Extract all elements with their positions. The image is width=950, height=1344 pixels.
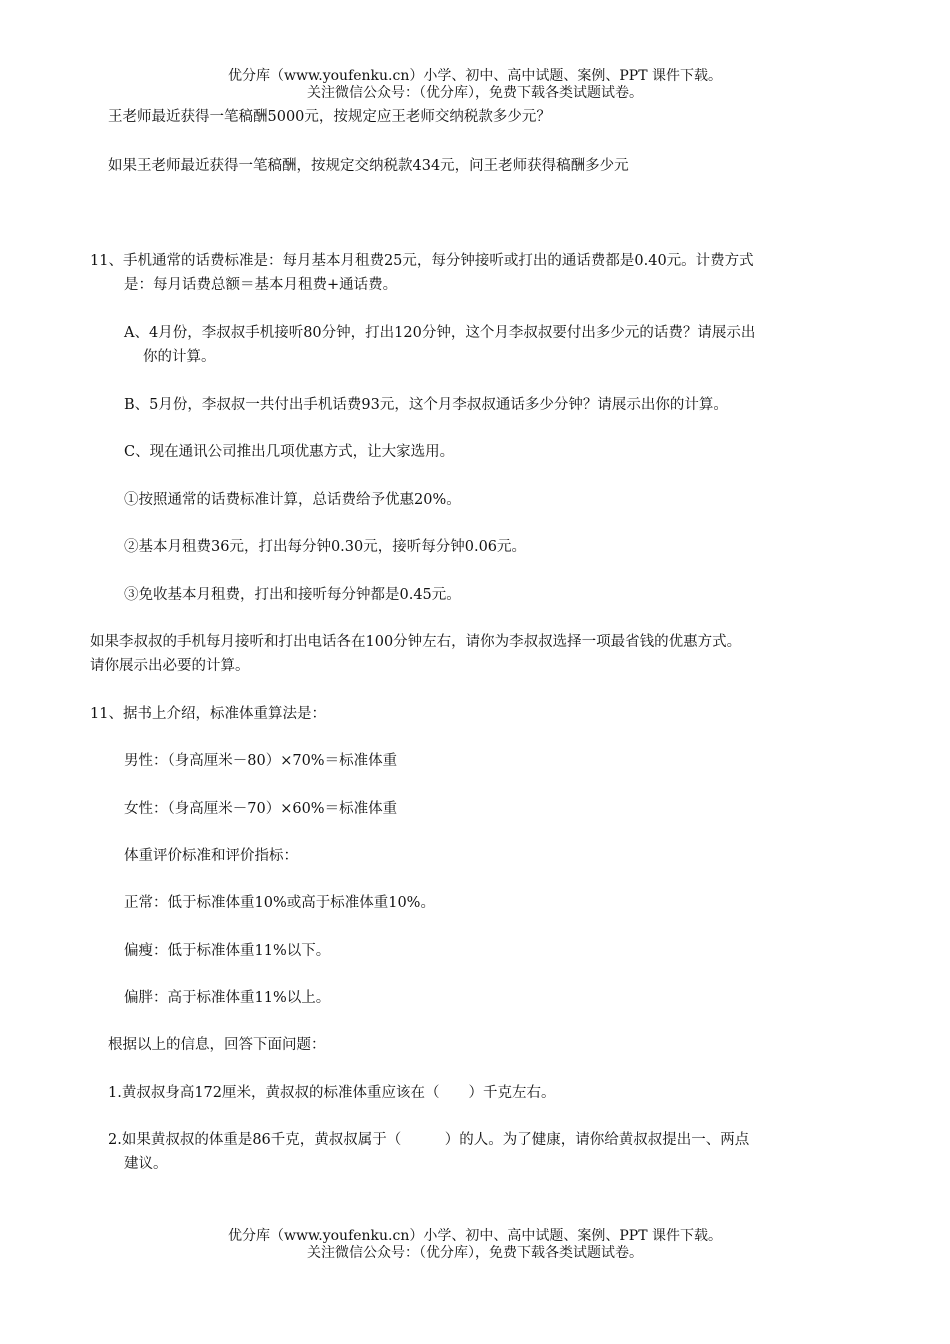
phone-ask-line-2: 请你展示出必要的计算。 bbox=[90, 658, 250, 674]
weight-criteria-normal: 正常：低于标准体重10%或高于标准体重10%。 bbox=[124, 895, 435, 911]
tax-question-1: 王老师最近获得一笔稿酬5000元，按规定应王老师交纳税款多少元？ bbox=[108, 109, 551, 125]
phone-question-a-line-1: A、4月份，李叔叔手机接听80分钟，打出120分钟，这个月李叔叔要付出多少元的话费？请展示出 bbox=[124, 325, 756, 341]
discount-option-2: ②基本月租费36元，打出每分钟0.30元，接听每分钟0.06元。 bbox=[124, 539, 527, 555]
weight-intro: 11、据书上介绍，标准体重算法是： bbox=[90, 706, 326, 722]
header-line-2: 关注微信公众号：（优分库），免费下载各类试题试卷。 bbox=[307, 85, 643, 101]
discount-option-3: ③免收基本月租费，打出和接听每分钟都是0.45元。 bbox=[124, 587, 461, 603]
weight-question-2-line-2: 建议。 bbox=[124, 1156, 168, 1172]
header-line-1: 优分库（www.youfenku.cn）小学、初中、高中试题、案例、PPT 课件下载。 bbox=[227, 68, 722, 84]
weight-formula-female: 女性：（身高厘米－70）×60%＝标准体重 bbox=[124, 801, 398, 817]
tax-question-2: 如果王老师最近获得一笔稿酬，按规定交纳税款434元，问王老师获得稿酬多少元 bbox=[108, 158, 629, 174]
discount-option-1: ①按照通常的话费标准计算，总话费给予优惠20%。 bbox=[124, 492, 461, 508]
weight-question-1: 1.黄叔叔身高172厘米，黄叔叔的标准体重应该在（ ）千克左右。 bbox=[108, 1085, 556, 1101]
weight-criteria-thin: 偏瘦：低于标准体重11%以下。 bbox=[124, 943, 331, 959]
phone-question-c: C、现在通讯公司推出几项优惠方式，让大家选用。 bbox=[124, 444, 455, 460]
weight-criteria-fat: 偏胖：高于标准体重11%以上。 bbox=[124, 990, 331, 1006]
footer-line-2: 关注微信公众号：（优分库），免费下载各类试题试卷。 bbox=[307, 1245, 643, 1261]
phone-question-b: B、5月份，李叔叔一共付出手机话费93元，这个月李叔叔通话多少分钟？请展示出你的计算。 bbox=[124, 397, 728, 413]
weight-answer-prompt: 根据以上的信息，回答下面问题： bbox=[108, 1037, 326, 1053]
weight-criteria-heading: 体重评价标准和评价指标： bbox=[124, 848, 298, 864]
weight-formula-male: 男性：（身高厘米－80）×70%＝标准体重 bbox=[124, 753, 398, 769]
phone-question-a-line-2: 你的计算。 bbox=[143, 349, 216, 365]
footer-line-1: 优分库（www.youfenku.cn）小学、初中、高中试题、案例、PPT 课件下载。 bbox=[227, 1228, 722, 1244]
page-header bbox=[0, 68, 950, 102]
phone-intro-line-2: 是：每月话费总额＝基本月租费+通话费。 bbox=[124, 277, 398, 293]
weight-question-2-line-1: 2.如果黄叔叔的体重是86千克，黄叔叔属于（ ）的人。为了健康，请你给黄叔叔提出一、两点 bbox=[108, 1132, 750, 1148]
phone-ask-line-1: 如果李叔叔的手机每月接听和打出电话各在100分钟左右，请你为李叔叔选择一项最省钱的优惠方式。 bbox=[90, 634, 742, 650]
page-footer bbox=[0, 1228, 950, 1262]
phone-intro-line-1: 11、手机通常的话费标准是：每月基本月租费25元，每分钟接听或打出的通话费都是0.40元。计费方式 bbox=[90, 253, 754, 269]
